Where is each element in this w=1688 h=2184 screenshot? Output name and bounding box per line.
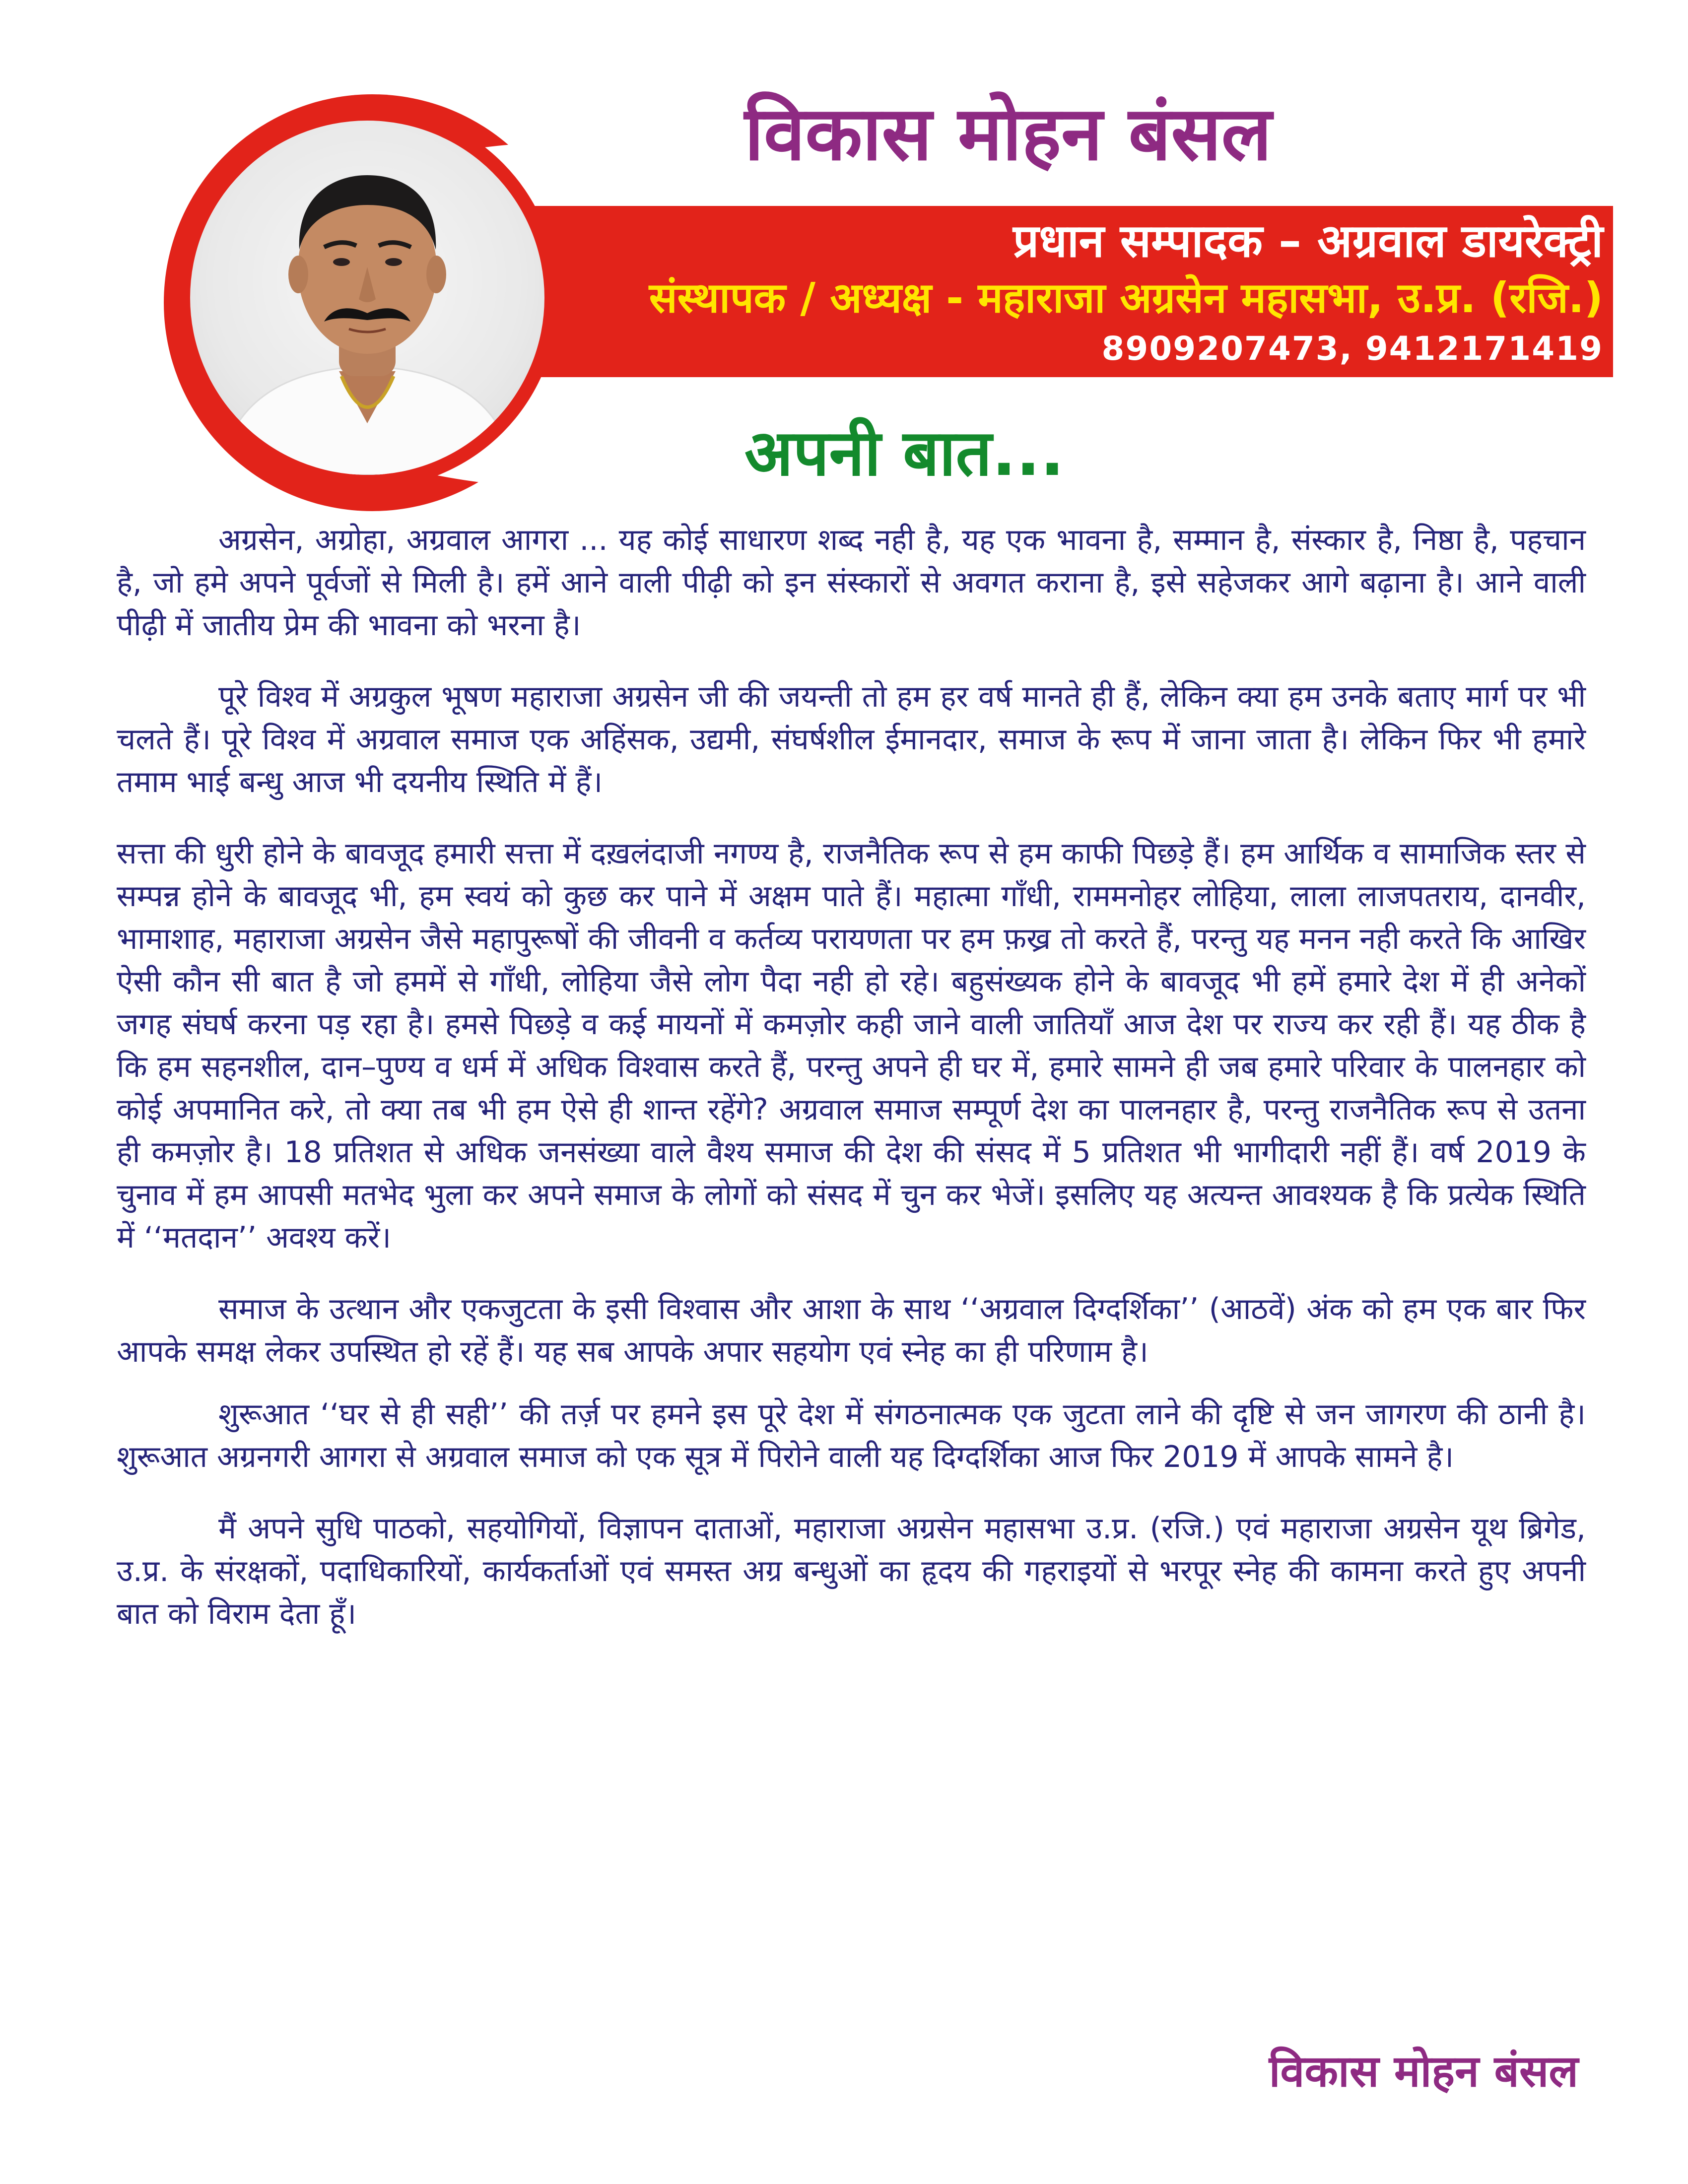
page-heading: अपनी बात... [744,416,1065,490]
portrait-photo [190,121,544,475]
editor-name-title: विकास मोहन बंसल [744,91,1272,177]
phone-numbers: 8909207473, 9412171419 [1101,330,1603,368]
signature-name: विकास मोहन बंसल [1269,2046,1578,2097]
paragraph-4: समाज के उत्थान और एकजुटता के इसी विश्वास और आशा के साथ ‘‘अग्रवाल दिग्दर्शिका’’ (आठवें) अंक को हम एक बार फिर आपके समक्ष लेकर उपस्थित हो रहें हैं। यह सब आपके अपार सहयोग एवं स्नेह का ही परिणाम है। [117,1292,1586,1369]
position-text: संस्थापक / अध्यक्ष - महाराजा अग्रसेन महासभा, उ.प्र. (रजि.) [649,273,1603,322]
paragraph-2: पूरे विश्व में अग्रकुल भूषण महाराजा अग्रसेन जी की जयन्ती तो हम हर वर्ष मानते ही हैं, लेकिन क्या हम उनके बताए मार्ग पर भी चलते हैं। पूरे विश्व में अग्रवाल समाज एक अहिंसक, उद्यमी, संघर्षशील ईमानदार, समाज के रूप में जाना जाता है। लेकिन फिर भी हमारे तमाम भाई बन्धु आज भी दयनीय स्थिति में हैं। [117,679,1586,799]
paragraph-1: अग्रसेन, अग्रोहा, अग्रवाल आगरा ... यह कोई साधारण शब्द नही है, यह एक भावना है, सम्मान है, संस्कार है, निष्ठा है, पहचान है, जो हमे अपने पूर्वजों से मिली है। हमें आने वाली पीढ़ी को इन संस्कारों से अवगत कराना है, इसे सहेजकर आगे बढ़ाना है। आने वाली पीढ़ी में जातीय प्रेम की भावना को भरना है। [117,523,1586,643]
paragraph-6: मैं अपने सुधि पाठको, सहयोगियों, विज्ञापन दाताओं, महाराजा अग्रसेन महासभा उ.प्र. (रजि.) एवं महाराजा अग्रसेन यूथ ब्रिगेड, उ.प्र. के संरक्षकों, पदाधिकारियों, कार्यकर्ताओं एवं समस्त अग्र बन्धुओं का हृदय की गहराइयों से भरपूर स्नेह की कामना करते हुए अपनी बात को विराम देता हूँ। [117,1511,1586,1631]
article-body [117,519,1586,1664]
paragraph-3: सत्ता की धुरी होने के बावजूद हमारी सत्ता में दख़लंदाजी नगण्य है, राजनैतिक रूप से हम काफी पिछड़े हैं। हम आर्थिक व सामाजिक स्तर से सम्पन्न होने के बावजूद भी, हम स्वयं को कुछ कर पाने में अक्षम पाते हैं। महात्मा गाँधी, राममनोहर लोहिया, लाला लाजपतराय, दानवीर, भामाशाह, महाराजा अग्रसेन जैसे महापुरूषों की जीवनी व कर्तव्य परायणता पर हम फ़ख्र तो करते हैं, परन्तु यह मनन नही करते कि आखिर ऐसी कौन सी बात है जो हममें से गाँधी, लोहिया जैसे लोग पैदा नही हो रहे। बहुसंख्यक होने के बावजूद भी हमें हमारे देश में ही अनेकों जगह संघर्ष करना पड़ रहा है। हमसे पिछड़े व कई मायनों में कमज़ोर कही जाने वाली जातियाँ आज देश पर राज्य कर रही हैं। यह ठीक है कि हम सहनशील, दान–पुण्य व धर्म में अधिक विश्वास करते हैं, परन्तु अपने ही घर में, हमारे सामने ही जब हमारे परिवार के पालनहार को कोई अपमानित करे, तो क्या तब भी हम ऐसे ही शान्त रहेंगे? अग्रवाल समाज सम्पूर्ण देश का पालनहार है, परन्तु राजनैतिक रूप से उतना ही कमज़ोर है। 18 प्रतिशत से अधिक जनसंख्या वाले वैश्य समाज की देश की संसद में 5 प्रतिशत भी भागीदारी नहीं हैं। वर्ष 2019 के चुनाव में हम आपसी मतभेद भुला कर अपने समाज के लोगों को संसद में चुन कर भेजें। इसलिए यह अत्यन्त आवश्यक है कि प्रत्येक स्थिति में ‘‘मतदान’’ अवश्य करें। [117,836,1586,1255]
paragraph-5: शुरूआत ‘‘घर से ही सही’’ की तर्ज़ पर हमने इस पूरे देश में संगठनात्मक एक जुटता लाने की दृष्टि से जन जागरण की ठानी है। शुरूआत अग्रनगरी आगरा से अग्रवाल समाज को एक सूत्र में पिरोने वाली यह दिग्दर्शिका आज फिर 2019 में आपके सामने है। [117,1397,1586,1474]
portrait-frame [176,107,558,489]
person-photo-icon [190,121,544,475]
designation-text: प्रधान सम्पादक – अग्रवाल डायरेक्ट्री [1013,214,1603,267]
